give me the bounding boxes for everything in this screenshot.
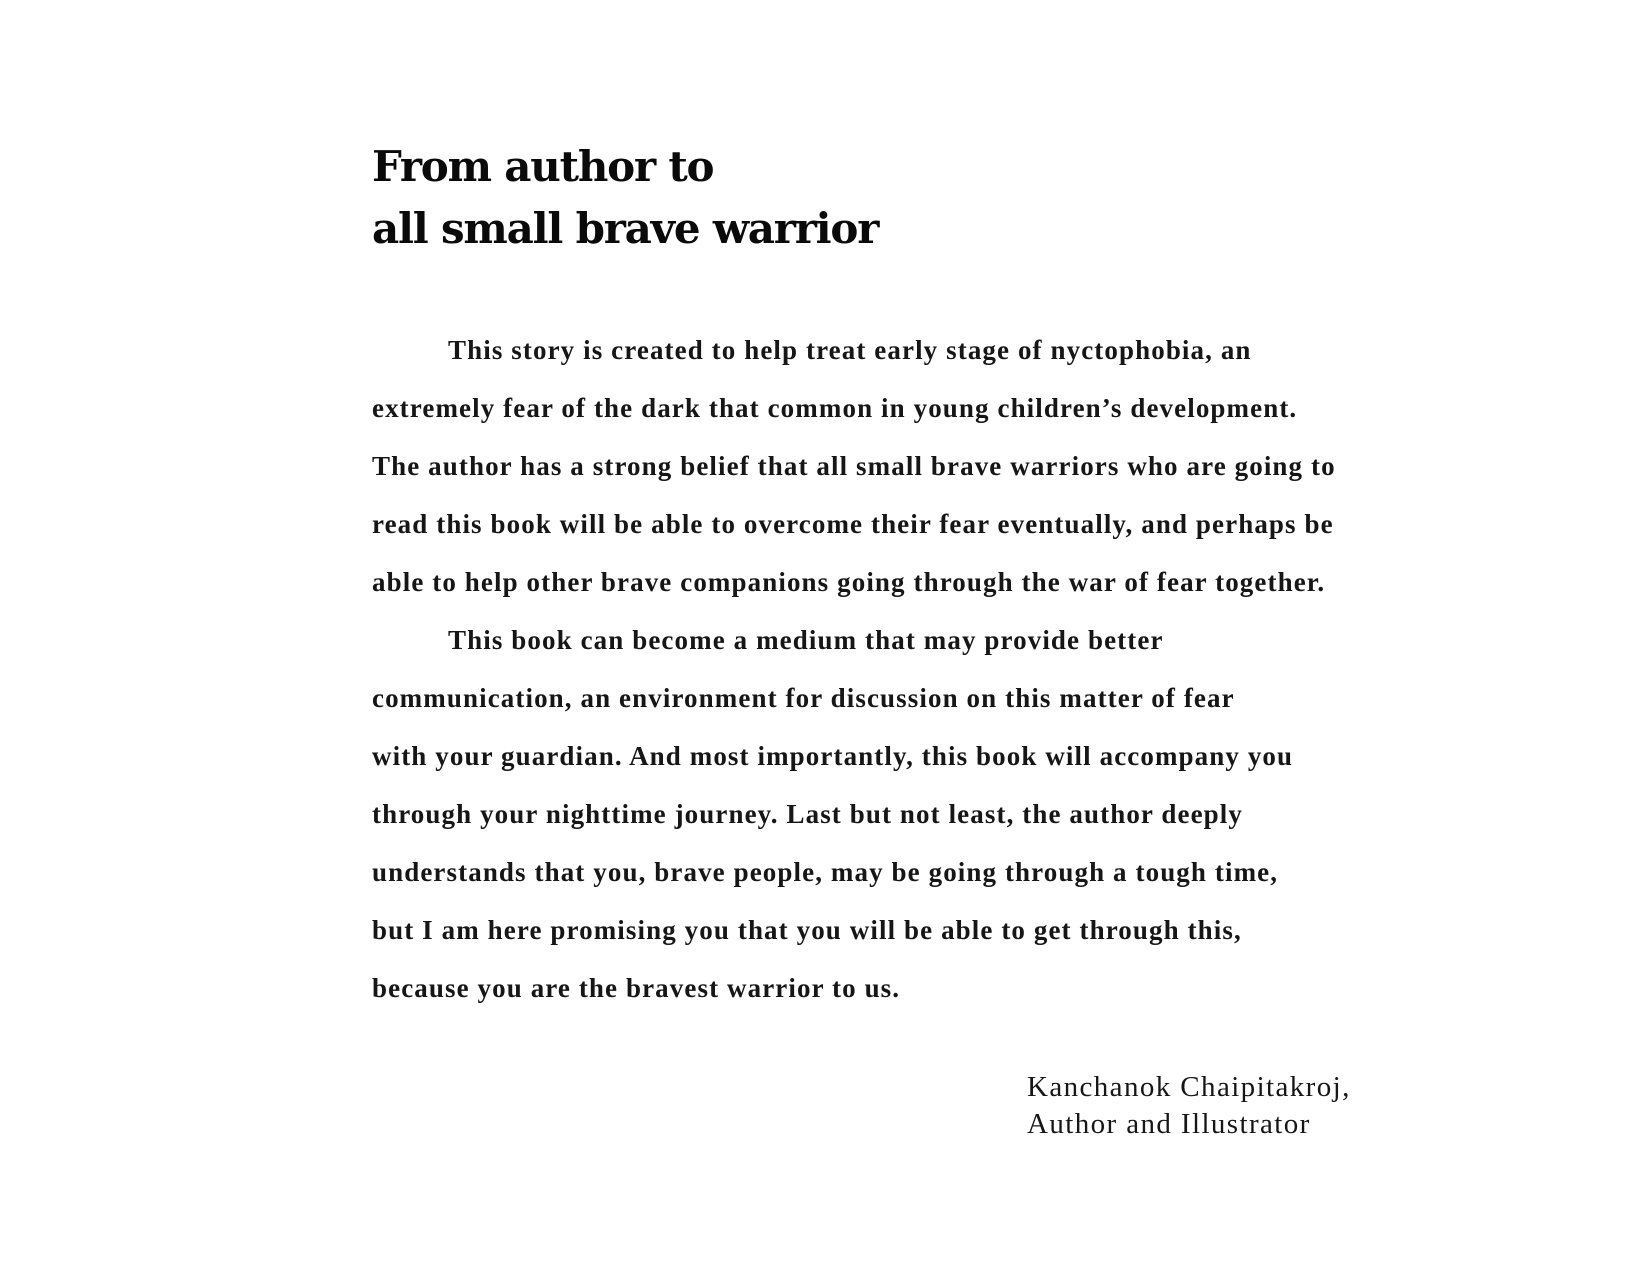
paragraph-2-line: through your nighttime journey. Last but not least, the author deeply <box>372 799 1243 829</box>
paragraph-1-line: This story is created to help treat early stage of nyctophobia, an <box>448 335 1252 365</box>
paragraph-2-line: because you are the bravest warrior to us. <box>372 973 901 1003</box>
title-line-2: all small brave warrior <box>372 204 879 253</box>
paragraph-2-line: understands that you, brave people, may be going through a tough time, <box>372 857 1279 887</box>
title-line-1: From author to <box>372 142 714 191</box>
paragraph-2-line: with your guardian. And most importantly, this book will accompany you <box>372 741 1294 771</box>
author-role: Author and Illustrator <box>1027 1108 1311 1140</box>
paragraph-2-line: but I am here promising you that you will be able to get through this, <box>372 915 1242 945</box>
paragraph-1-line: able to help other brave companions going through the war of fear together. <box>372 567 1326 597</box>
body-text <box>372 321 1432 1017</box>
paragraph-1-line: The author has a strong belief that all small brave warriors who are going to <box>372 451 1336 481</box>
page-title <box>372 136 878 260</box>
paragraph-2-line: This book can become a medium that may provide better <box>448 625 1164 655</box>
paragraph-2-line: communication, an environment for discussion on this matter of fear <box>372 683 1235 713</box>
signature-block <box>1027 1069 1351 1143</box>
paragraph-1-line: extremely fear of the dark that common in young children’s development. <box>372 393 1298 423</box>
paragraph-1-line: read this book will be able to overcome their fear eventually, and perhaps be <box>372 509 1334 539</box>
author-name: Kanchanok Chaipitakroj, <box>1027 1071 1351 1103</box>
